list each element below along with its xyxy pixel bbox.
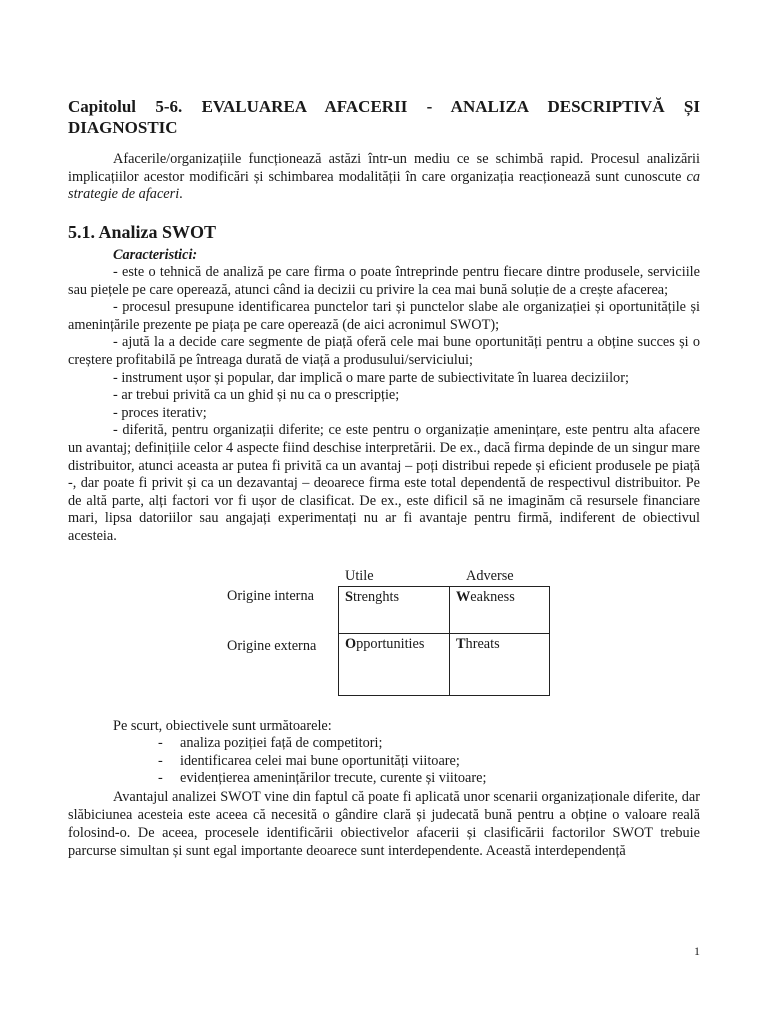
col-header-adverse: Adverse [466, 567, 514, 584]
col-header-utile: Utile [345, 567, 374, 584]
summary-intro: Pe scurt, obiectivele sunt următoarele: [113, 717, 332, 734]
list-item: - ajută la a decide care segmente de piață oferă cele mai bune oportunități pentru a obține succes și o creștere profitabilă pe întreaga durată de viață a produsului/serviciului; [68, 334, 700, 368]
table-row [339, 586, 550, 633]
list-item: - instrument ușor și popular, dar implică o mare parte de subiectivitate în luarea deciziilor; [113, 369, 629, 386]
swot-table [338, 586, 550, 696]
swot-cell-weakness: Weakness [450, 586, 550, 633]
conclusion-paragraph: Avantajul analizei SWOT vine din faptul că poate fi aplicată unor scenarii organizaționale diferite, dar slăbiciunea acesteia este aceea că necesită o gândire clară și judecată bună pentru a obține o valoare reală folosind-o. De aceea, procesele identificării obiectivelor afacerii și clasificării factorilor SWOT trebuie parcurse simultan și sunt egal importante deoarece sunt interdependente. Această interdependență [68, 788, 700, 859]
table-row [339, 633, 550, 695]
intro-text: Afacerile/organizațiile funcționează astăzi într-un mediu ce se schimbă rapid. Procesul analizării implicațiilor acestor modificări și schimbarea modalității în care organizația reacționează sunt cunoscute [68, 151, 700, 185]
list-item: - procesul presupune identificarea punctelor tari și punctelor slabe ale organizației și oportunitățile și amenințările prezente pe piața pe care operează (de aici acronimul SWOT); [68, 299, 700, 333]
intro-paragraph [68, 151, 700, 204]
list-item: - ar trebui privită ca un ghid și nu ca o prescripție; [113, 387, 400, 404]
document-page [68, 96, 700, 860]
list-item: - evidențierea amenințărilor trecute, curente și viitoare; [158, 770, 700, 788]
characteristics-list [68, 264, 700, 546]
chapter-title: Capitolul 5-6. EVALUAREA AFACERII - ANALIZA DESCRIPTIVĂ ȘI DIAGNOSTIC [68, 97, 700, 137]
list-item: - este o tehnică de analiză pe care firma o poate întreprinde pentru fiecare dintre produsele, serviciile sau piețele pe care operează, atunci când ia decizii cu privire la cea mai bună soluție de a crește afacerea; [68, 264, 700, 298]
swot-matrix [68, 558, 700, 718]
swot-cell-strengths: Strenghts [339, 586, 450, 633]
list-item: - analiza poziției față de competitori; [158, 735, 700, 753]
row-label-external: Origine externa [227, 637, 317, 654]
objectives-list [68, 735, 700, 788]
intro-emphasis: ca strategie de afaceri [68, 168, 700, 202]
intro-end: . [179, 186, 183, 202]
list-item: - identificarea celei mai bune oportunități viitoare; [158, 753, 700, 771]
section-title: 5.1. Analiza SWOT [68, 221, 217, 242]
swot-cell-threats: Threats [450, 633, 550, 695]
list-item: - proces iterativ; [113, 404, 207, 421]
row-label-internal: Origine interna [227, 587, 314, 604]
list-item: - diferită, pentru organizații diferite; ce este pentru o organizație amenințare, este pentru alta afacere un avantaj; definițiile celor 4 aspecte fiind deschise interpretării. De ex., dacă firma depinde de un singur mare distribuitor, atunci aceasta ar putea fi privită ca un avantaj – poți distribui repede și eficient produsele pe piață -, dar poate fi privit și ca un dezavantaj – deoarece firma este total dependentă de respectivul distribuitor. Pe de altă parte, alți factori vor fi ușor de clasificat. De ex., este dificil să ne imaginăm că resursele financiare mari, lipsa datoriilor sau angajați experimentați nu ar fi avantaje pentru firmă, indiferent de obiectivul acesteia. [68, 422, 700, 544]
characteristics-heading: Caracteristici: [113, 246, 198, 263]
page-number: 1 [694, 944, 700, 958]
swot-cell-opportunities: Opportunities [339, 633, 450, 695]
